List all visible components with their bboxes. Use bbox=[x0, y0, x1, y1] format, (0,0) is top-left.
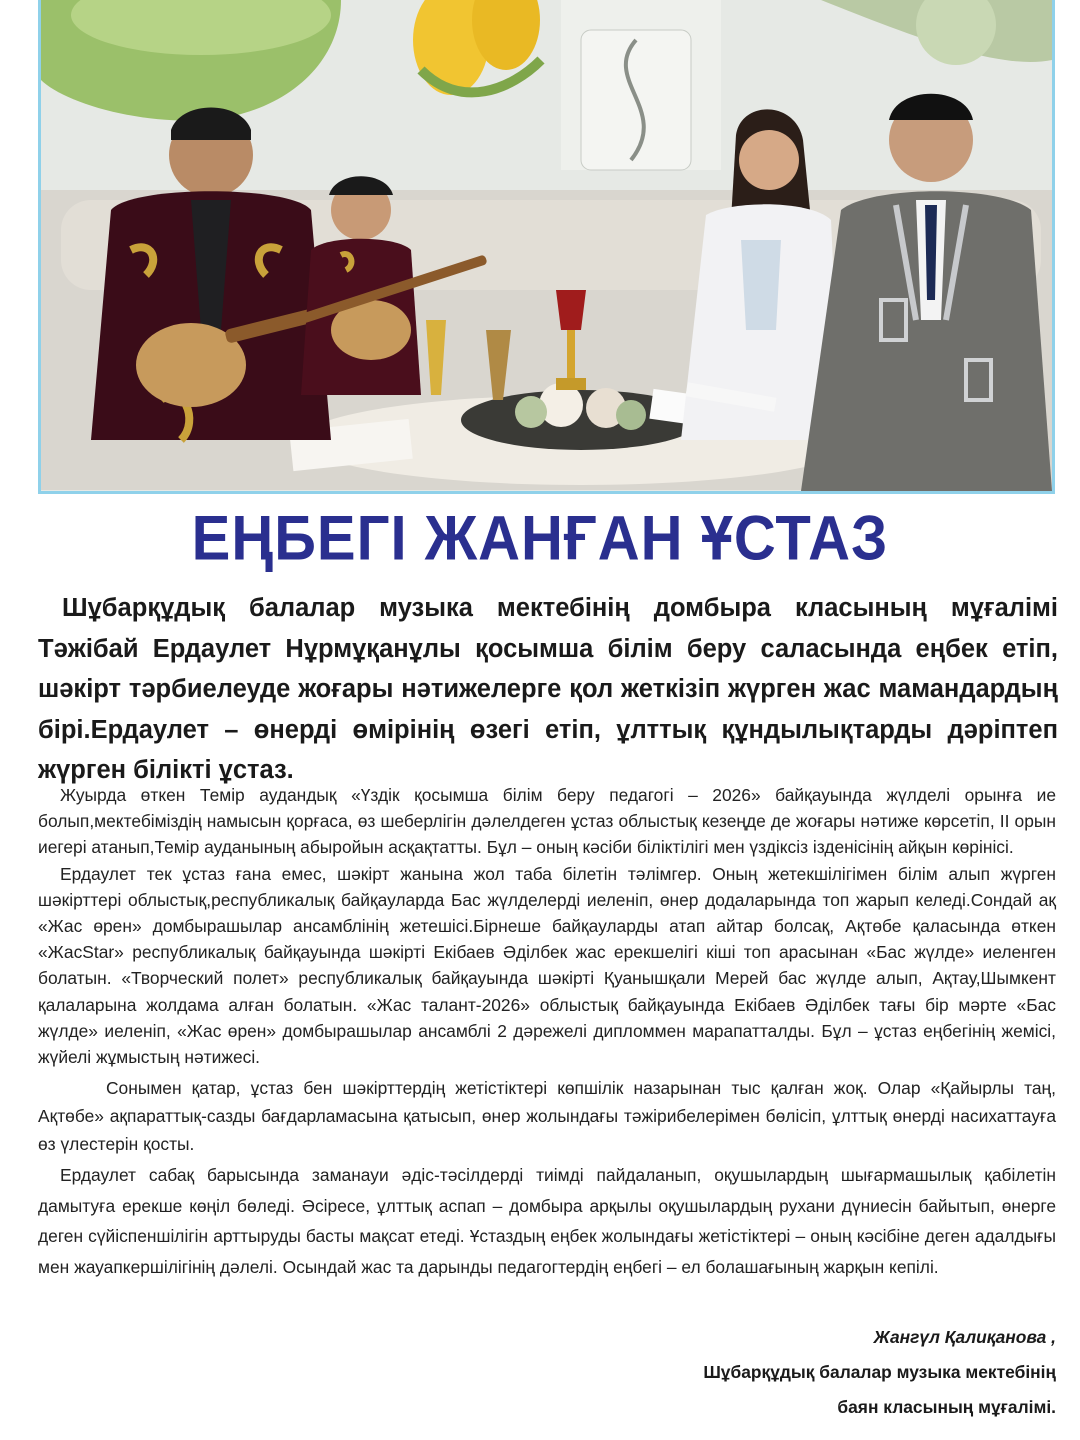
article-body bbox=[38, 782, 1056, 1282]
article-photo bbox=[38, 0, 1055, 494]
signature-school: Шұбарқұдық балалар музыка мектебінің bbox=[703, 1362, 1056, 1382]
body-paragraph: Ердаулет сабақ барысында заманауи әдіс-тәсілдерді тиімді пайдаланып, оқушылардың шығармашылық қабілетін дамытуға ерекше көңіл бөледі. Әсіресе, ұлттық аспап – домбыра арқылы оқушылардың рухани дүниесін байытып, өнерге деген сүйіспеншілігін арттыруды басты мақсат етеді. Ұстаздың еңбек жолындағы жетістіктері – оның кәсібіне деген адалдығы мен жауапкершілігінің дәлелі. Осындай жас та дарынды педагогтердің еңбегі – ел болашағының жарқын кепілі. bbox=[38, 1165, 1056, 1277]
signature-position: баян класының мұғалімі. bbox=[837, 1397, 1056, 1417]
article-signature bbox=[703, 1320, 1056, 1425]
article-lead: Шұбарқұдық балалар музыка мектебінің домбыра класының мұғалімі Тәжібай Ердаулет Нұрмұқанұлы қосымша білім беру саласында еңбек етіп, шәкірт тәрбиелеуде жоғары нәтижелерге қол жеткізіп жүрген жас мамандардың бірі.Ердаулет – өнерді өмірінің өзегі етіп, ұлттық құндылықтарды дәріптеп жүрген білікті ұстаз. bbox=[38, 594, 1058, 784]
photo-illustration bbox=[41, 0, 1052, 491]
body-paragraph: Ердаулет тек ұстаз ғана емес, шәкірт жанына жол таба білетін тәлімгер. Оның жетекшілігімен білім алып жүрген шәкірттері облыстық,республикалық байқауларда Бас жүлделерді иеленіп, өнер додаларында топ жарып келеді.Сондай ақ «Жас өрен» домбырашылар ансамблінің жетешісі.Бірнеше байқауларды атап айтар болсақ, Ақтөбе қаласында өткен «ЖасStar» республикалық байқауында шәкірті Екібаев Әділбек жас ерекшелігі кіші топ арасынан «Бас жүлде» иеленген болатын. «Творческий полет» республикалық байқауында шәкірті Қуанышқали Мерей бас жүлде алып, Ақтау,Шымкент қалаларына жолдама алған болатын. «Жас талант-2026» облыстық байқауында Екібаев Әділбек тағы бір мәрте «Бас жүлде» иеленіп, «Жас өрен» домбырашылар ансамблі 2 дәрежелі дипломмен марапатталды. Бұл – ұстаз еңбегінің жемісі, жүйелі жұмыстың нәтижесі. bbox=[38, 863, 1056, 1068]
article-title: ЕҢБЕГІ ЖАНҒАН ҰСТАЗ bbox=[191, 503, 889, 574]
signature-author: Жангүл Қалиқанова , bbox=[873, 1327, 1056, 1347]
body-paragraph: Сонымен қатар, ұстаз бен шәкірттердің жетістіктері көпшілік назарынан тыс қалған жоқ. Олар «Қайырлы таң, Ақтөбе» ақпараттық-сазды бағдарламасына қатысып, өнер жолындағы тәжірибелерімен бөлісіп, ұлттық өнерді насихаттауға өз үлестерін қосты. bbox=[38, 1078, 1056, 1155]
body-paragraph: Жуырда өткен Темір аудандық «Үздік қосымша білім беру педагогі – 2026» байқауында жүлделі орынға ие болып,мектебіміздің намысын қорғаса, өз шеберлігін дәлелдеген ұстаз облыстық кезеңде де жоғары нәтиже көрсетіп, II орын иегері атанып,Темір ауданының абыройын асқақтатты. Бұл – оның кәсіби біліктілігі мен үздіксіз ізденісінің айқын көрінісі. bbox=[38, 785, 1056, 858]
